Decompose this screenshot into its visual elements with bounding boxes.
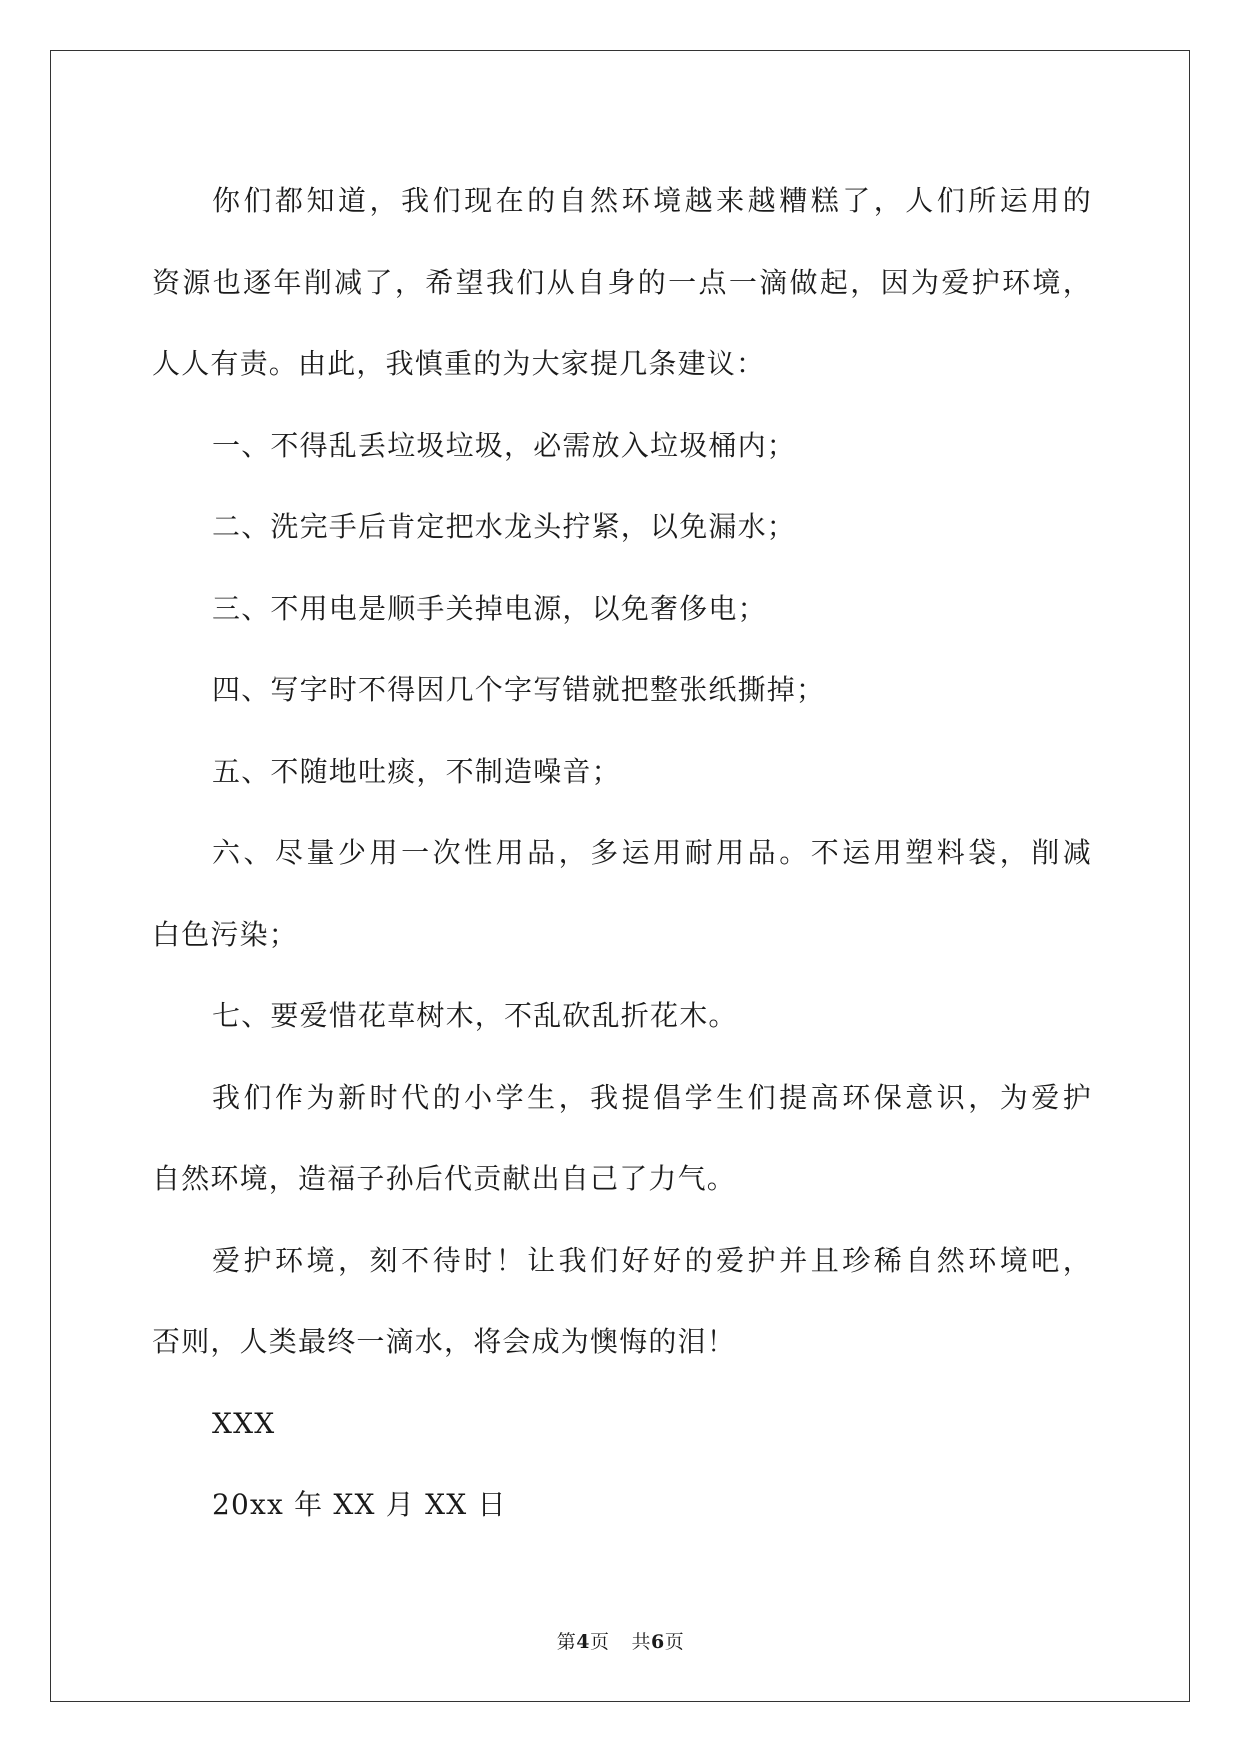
footer-page-unit: 页 — [589, 1631, 610, 1653]
footer-prefix: 第 — [556, 1631, 577, 1653]
paragraph-line: 自然环境，造福子孙后代贡献出自己了力气。 — [152, 1162, 737, 1195]
suggestion-item-6: 六、尽量少用一次性用品，多运用耐用品。不运用塑料袋，削减 — [212, 836, 1092, 869]
signature: XXX — [212, 1406, 276, 1440]
date-line: 20xx 年 XX 月 XX 日 — [212, 1488, 507, 1521]
suggestion-item-2: 二、洗完手后肯定把水龙头拧紧，以免漏水； — [212, 510, 797, 543]
suggestion-item-5: 五、不随地吐痰，不制造噪音； — [212, 754, 621, 788]
paragraph-line: 人人有责。由此，我慎重的为大家提几条建议： — [152, 347, 766, 380]
current-page-number: 4 — [576, 1631, 590, 1653]
suggestion-item-7: 七、要爱惜花草树木，不乱砍乱折花木。 — [212, 999, 738, 1032]
paragraph-line: 你们都知道，我们现在的自然环境越来越糟糕了，人们所运用的 — [212, 184, 1092, 217]
document-body — [152, 160, 1092, 1546]
footer-total-prefix: 共 — [631, 1631, 652, 1653]
paragraph-line: 爱护环境，刻不待时！让我们好好的爱护并且珍稀自然环境吧， — [212, 1243, 1092, 1277]
page-footer — [0, 1627, 1241, 1654]
suggestion-item-3: 三、不用电是顺手关掉电源，以免奢侈电； — [212, 591, 767, 625]
paragraph-line: 白色污染； — [152, 917, 299, 951]
suggestion-item-1: 一、不得乱丢垃圾垃圾，必需放入垃圾桶内； — [212, 428, 797, 462]
footer-total-unit: 页 — [664, 1631, 685, 1653]
paragraph-line: 资源也逐年削减了，希望我们从自身的一点一滴做起，因为爱护环境， — [152, 265, 1092, 299]
suggestion-item-4: 四、写字时不得因几个字写错就把整张纸撕掉； — [212, 673, 826, 706]
paragraph-line: 我们作为新时代的小学生，我提倡学生们提高环保意识，为爱护 — [212, 1080, 1092, 1114]
total-pages-number: 6 — [651, 1631, 665, 1653]
paragraph-line: 否则，人类最终一滴水，将会成为懊悔的泪！ — [152, 1325, 737, 1358]
